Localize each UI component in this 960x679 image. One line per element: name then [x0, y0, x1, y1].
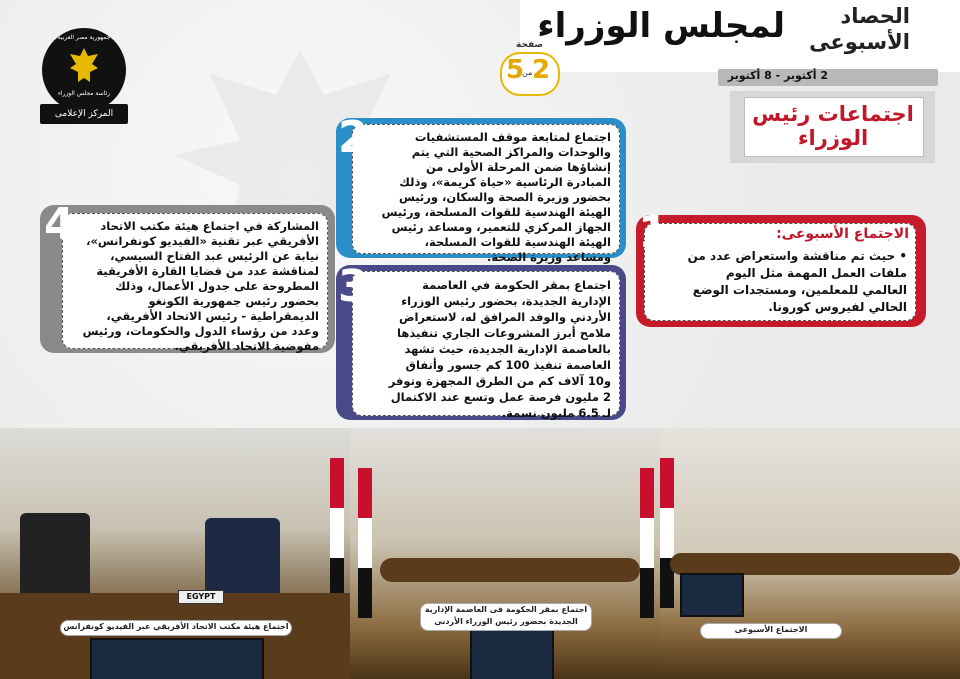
meeting-card-3: [336, 261, 626, 420]
card-1-heading: الاجتماع الأسبوعى:: [776, 226, 909, 242]
page-total: 5: [506, 55, 525, 85]
flag-left: [330, 458, 344, 608]
photo-weekly-meeting: [660, 428, 960, 679]
page-of: من: [522, 68, 533, 77]
card-3-body: [352, 271, 620, 420]
date-range-bar: [718, 69, 938, 86]
page-current: 2: [532, 55, 551, 85]
person-1: [20, 513, 90, 603]
cabinet-table: [670, 553, 960, 575]
logo-middle-text: رئاسة مجلس الوزراء: [57, 90, 111, 97]
card-2-text: اجتماع لمتابعة موقف المستشفيات والوحدات والمراكز الصحية التي يتم إنشاؤها ضمن المرحلة الأولى من المبادرة الرئاسية «حياة كريمة»، وذلك بحضور وزيرة الصحة والسكان، ورئيس الهيئة الهندسية للقوات المسلحة، ورئيس الجهاز المركزي للتعمير، ومساعد رئيس الهيئة الهندسية للقوات المسلحة، ومساعد وزيرة الصحة.: [381, 130, 611, 264]
flag-center-left: [358, 468, 372, 618]
logo-ribbon: المركز الإعلامى: [40, 104, 128, 124]
photo-new-capital-meeting: [350, 428, 660, 679]
card-1-number: 1: [638, 207, 669, 258]
photo-3-caption: الاجتماع الأسبوعى: [700, 623, 842, 639]
meeting-card-4: [40, 199, 335, 353]
video-screen: [90, 638, 264, 679]
eagle-emblem-icon: [68, 46, 100, 86]
photo-video-conference: [0, 428, 350, 679]
meeting-table: [380, 558, 640, 582]
page-title: لمجلس الوزراء: [537, 6, 785, 46]
section-title: اجتماعات رئيس الوزراء: [752, 102, 914, 150]
card-4-text: المشاركة في اجتماع هيئة مكتب الاتحاد الأفريقي عبر تقنية «الفيديو كونفرانس»، نيابة عن الرئيس عبد الفتاح السيسي، لمناقشة عدد من قضايا القارة الأفريقية المطروحة على جدول الأعمال، وذلك بحضور رئيس جمهورية الكونغو الديمقراطية - رئيس الاتحاد الأفريقي، وعدد من رؤساء الدول والحكومات، ورئيس مفوضية الاتحاد الأفريقي.: [82, 219, 319, 353]
card-2-body: [352, 124, 620, 264]
title-weekly: الأسبوعى: [809, 30, 910, 54]
photo-2-caption: اجتماع بمقر الحكومة فى العاصمة الإدارية الجديدة بحضور رئيس الوزراء الأردنى: [420, 603, 592, 631]
page-label: صفحة: [516, 40, 544, 50]
flag-center-right: [640, 468, 654, 618]
card-1-text: • حيث تم مناقشة واستعراض عدد من ملفات العمل المهمة مثل اليوم العالمي للمعلمين، ومستجدات الوضع الحالي لفيروس كورونا.: [687, 249, 907, 314]
section-header: [730, 91, 935, 163]
flag-right: [660, 458, 674, 608]
nameplate-egypt: EGYPT: [178, 590, 224, 604]
card-3-number: 3: [338, 261, 369, 312]
card-4-body: [62, 213, 328, 353]
card-1-body: [644, 223, 916, 321]
logo-top-text: جمهورية مصر العربية: [57, 34, 111, 41]
date-range: 2 أكتوبر - 8 أكتوبر: [727, 69, 828, 82]
card-3-text: اجتماع بمقر الحكومة في العاصمة الإدارية الجديدة، بحضور رئيس الوزراء الأردني والوفد المرافق له، لاستعراض ملامح أبرز المشروعات الجاري تنفيذها بالعاصمة الإدارية الجديدة، حيث تشهد العاصمة تنفيذ 100 كم جسور وأنفاق و10 آلاف كم من الطرق المجهزة وتوفر 2 مليون فرصة عمل وتسع عند الاكتمال لـ 6.5 مليون نسمة.: [388, 278, 611, 420]
card-2-number: 2: [338, 112, 369, 163]
card-4-number: 4: [44, 199, 75, 250]
weekly-screen: [680, 573, 744, 617]
title-harvest: الحصاد: [840, 4, 910, 28]
photo-1-caption: اجتماع هيئة مكتب الاتحاد الأفريقي عبر الفيديو كونفرانس: [60, 620, 292, 636]
meeting-screen: [470, 628, 554, 679]
page-indicator: [500, 40, 560, 96]
section-header-box: [744, 97, 924, 157]
meeting-card-1: [636, 207, 926, 327]
meeting-card-2: [336, 112, 626, 264]
cabinet-logo: [40, 28, 128, 126]
